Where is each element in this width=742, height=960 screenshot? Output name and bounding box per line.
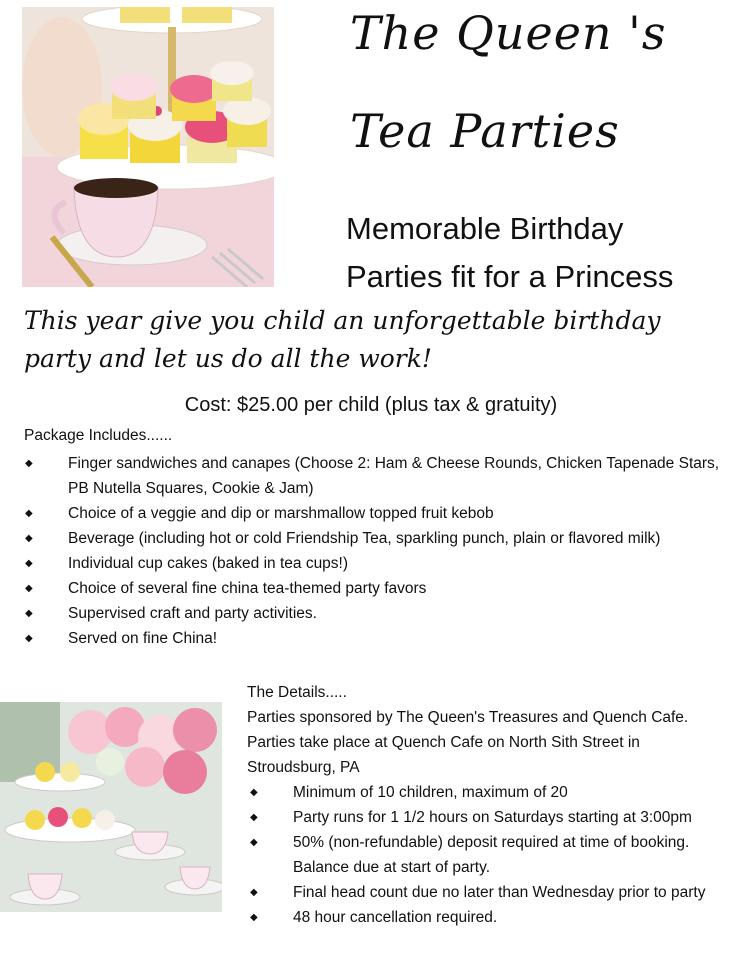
list-item: ◆ Individual cup cakes (baked in tea cups!) — [25, 551, 730, 576]
diamond-bullet-icon: ◆ — [25, 558, 33, 569]
diamond-bullet-icon: ◆ — [250, 812, 258, 823]
details-line: Parties sponsored by The Queen's Treasures and Quench Cafe. — [247, 709, 689, 726]
diamond-bullet-icon: ◆ — [250, 837, 258, 848]
package-list — [25, 451, 730, 651]
list-item: ◆ Served on fine China! — [25, 626, 730, 651]
list-item: ◆ Choice of several fine china tea-themed party favors — [25, 576, 730, 601]
diamond-bullet-icon: ◆ — [250, 887, 258, 898]
list-item: ◆ Supervised craft and party activities. — [25, 601, 730, 626]
list-item: ◆ Minimum of 10 children, maximum of 20 — [250, 780, 730, 805]
diamond-bullet-icon: ◆ — [25, 633, 33, 644]
list-item: ◆ Choice of a veggie and dip or marshmallow topped fruit kebob — [25, 501, 730, 526]
diamond-bullet-icon: ◆ — [25, 608, 33, 619]
subtitle-line-2: Parties fit for a Princess — [346, 259, 674, 294]
subtitle — [346, 205, 726, 301]
details-heading: The Details..... — [247, 684, 347, 701]
list-item: ◆ 48 hour cancellation required. — [250, 905, 730, 930]
diamond-bullet-icon: ◆ — [25, 458, 33, 469]
package-heading: Package Includes...... — [24, 427, 173, 444]
tea-table-photo — [0, 702, 222, 912]
cost-line: Cost: $25.00 per child (plus tax & gratuity) — [184, 394, 558, 416]
title-line-1: The Queen 's — [350, 6, 667, 60]
list-item: ◆ 50% (non-refundable) deposit required at time of booking. Balance due at start of party. — [250, 830, 730, 880]
diamond-bullet-icon: ◆ — [25, 583, 33, 594]
diamond-bullet-icon: ◆ — [25, 508, 33, 519]
list-item: ◆ Final head count due no later than Wednesday prior to party — [250, 880, 730, 905]
details-list — [250, 780, 730, 930]
title-line-2: Tea Parties — [350, 104, 620, 158]
diamond-bullet-icon: ◆ — [25, 533, 33, 544]
subtitle-line-1: Memorable Birthday — [346, 211, 624, 246]
list-item: ◆ Finger sandwiches and canapes (Choose 2: Ham & Cheese Rounds, Chicken Tapenade Stars, PB Nutella Squares, Cookie & Jam) — [25, 451, 730, 501]
list-item: ◆ Party runs for 1 1/2 hours on Saturdays starting at 3:00pm — [250, 805, 730, 830]
details-line: Parties take place at Quench Cafe on North Sith Street in Stroudsburg, PA — [247, 734, 640, 776]
cupcake-tea-photo — [22, 7, 274, 287]
diamond-bullet-icon: ◆ — [250, 787, 258, 798]
diamond-bullet-icon: ◆ — [250, 912, 258, 923]
details-section — [247, 680, 727, 780]
list-item: ◆ Beverage (including hot or cold Friendship Tea, sparkling punch, plain or flavored milk) — [25, 526, 730, 551]
tagline: This year give you child an unforgettable birthday party and let us do all the work! — [24, 306, 661, 373]
